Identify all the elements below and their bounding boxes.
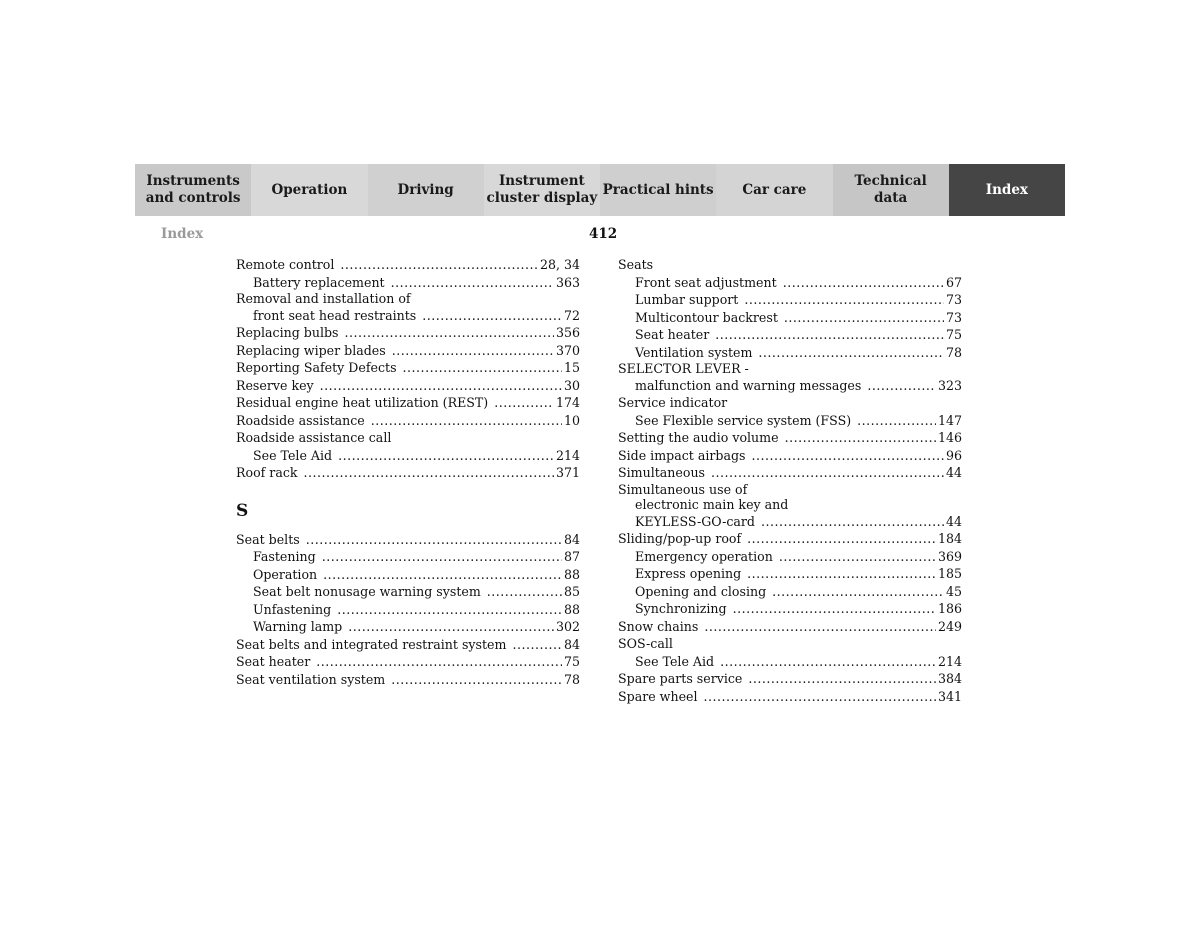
index-subentry[interactable] — [618, 583, 962, 601]
leader-dots — [720, 653, 936, 671]
entry-text: Seat heater — [236, 654, 311, 669]
section-label: Index — [161, 226, 204, 242]
entry-text: Seat belts — [236, 531, 300, 547]
entry-page: 78 — [945, 344, 962, 360]
index-subentry[interactable] — [236, 601, 580, 619]
index-entry-continuation: electronic main key and — [635, 497, 789, 512]
entry-page: 384 — [937, 671, 962, 686]
entry-text: Emergency operation — [635, 548, 773, 564]
index-subentry[interactable] — [618, 274, 962, 292]
leader-dots — [306, 531, 562, 549]
leader-dots — [784, 309, 944, 327]
index-subentry[interactable] — [618, 326, 962, 344]
leader-dots — [857, 412, 936, 430]
entry-text: front seat head restraints — [253, 307, 417, 323]
index-entry-heading — [618, 635, 962, 653]
entry-text: Seats — [618, 257, 654, 272]
entry-text: Roof rack — [236, 465, 298, 480]
index-entry-heading — [618, 256, 962, 274]
leader-dots — [711, 464, 944, 482]
entry-text: Opening and closing — [635, 583, 767, 599]
index-subentry[interactable] — [618, 309, 962, 327]
entry-page: 214 — [555, 447, 580, 463]
entry-text: Seat belt nonusage warning system — [253, 584, 481, 599]
entry-page: 146 — [937, 430, 962, 445]
index-subentry[interactable] — [236, 566, 580, 584]
leader-dots — [783, 274, 944, 292]
entry-page: 30 — [563, 377, 580, 393]
leader-dots — [338, 447, 554, 465]
leader-dots — [715, 326, 944, 344]
entry-page: 174 — [555, 395, 580, 410]
entry-text: Side impact airbags — [618, 447, 746, 463]
entry-page: 302 — [555, 619, 580, 634]
entry-page: 323 — [937, 377, 962, 393]
entry-text: Spare wheel — [618, 688, 698, 704]
leader-dots — [747, 565, 936, 583]
index-entry[interactable] — [236, 342, 580, 360]
entry-text: Battery replacement — [253, 274, 385, 290]
leader-dots — [340, 256, 538, 274]
leader-dots — [316, 653, 562, 671]
entry-page: 84 — [563, 636, 580, 652]
entry-page: 73 — [945, 309, 962, 325]
index-entry[interactable] — [618, 464, 962, 482]
leader-dots — [323, 566, 562, 584]
entry-page: 88 — [563, 566, 580, 582]
entry-page: 147 — [937, 412, 962, 428]
leader-dots — [867, 377, 936, 395]
index-entry[interactable] — [236, 412, 580, 430]
index-entry[interactable] — [236, 394, 580, 412]
tab-car-care[interactable]: Car care — [716, 164, 832, 216]
leader-dots — [744, 291, 944, 309]
index-subentry[interactable] — [618, 344, 962, 362]
entry-text: Ventilation system — [635, 344, 753, 360]
leader-dots — [704, 618, 936, 636]
index-entry[interactable] — [236, 636, 580, 654]
entry-page: 10 — [563, 412, 580, 428]
index-entry[interactable] — [618, 530, 962, 548]
tab-instrument-cluster-display[interactable]: Instrument cluster display — [484, 164, 600, 216]
entry-page: 186 — [937, 601, 962, 616]
leader-dots — [751, 447, 943, 465]
index-entry[interactable] — [236, 256, 580, 274]
index-subentry[interactable] — [236, 307, 580, 325]
entry-page: 341 — [937, 688, 962, 704]
index-entry[interactable] — [236, 653, 580, 671]
entry-page: 88 — [563, 601, 580, 617]
tab-practical-hints[interactable]: Practical hints — [600, 164, 716, 216]
leader-dots — [747, 530, 936, 548]
index-entry[interactable] — [618, 688, 962, 706]
entry-page: 45 — [945, 583, 962, 599]
section-letter: S — [236, 500, 249, 521]
chapter-tabs — [135, 164, 1065, 216]
entry-text: Residual engine heat utilization (REST) — [236, 395, 489, 410]
leader-dots — [733, 600, 936, 618]
entry-text: Reporting Safety Defects — [236, 360, 397, 375]
index-subentry[interactable] — [618, 653, 962, 671]
index-entry[interactable] — [236, 464, 580, 482]
index-subentry[interactable] — [618, 377, 962, 395]
index-entry[interactable] — [236, 377, 580, 395]
leader-dots — [785, 429, 936, 447]
leader-dots — [391, 274, 554, 292]
page-number: 412 — [589, 226, 618, 242]
index-subentry[interactable] — [236, 274, 580, 292]
entry-text: Seat belts and integrated restraint system — [236, 636, 507, 652]
entry-page: 356 — [555, 325, 580, 340]
entry-page: 249 — [937, 618, 962, 634]
entry-page: 369 — [937, 548, 962, 564]
leader-dots — [761, 513, 944, 531]
leader-dots — [779, 548, 936, 566]
entry-text: See Tele Aid — [253, 447, 333, 463]
entry-text: Roadside assistance call — [236, 430, 392, 445]
entry-page: 87 — [563, 549, 580, 564]
leader-dots — [320, 377, 562, 395]
leader-dots — [487, 583, 562, 601]
index-entry-heading — [618, 394, 962, 412]
index-subentry[interactable] — [236, 618, 580, 636]
entry-text: malfunction and warning messages — [635, 377, 862, 393]
index-subentry[interactable] — [236, 548, 580, 566]
leader-dots — [758, 344, 944, 362]
leader-dots — [304, 464, 554, 482]
entry-page: 371 — [555, 465, 580, 480]
entry-page: 44 — [945, 513, 962, 529]
entry-page: 214 — [937, 653, 962, 669]
entry-text: KEYLESS-GO-card — [635, 513, 755, 529]
tab-driving[interactable]: Driving — [368, 164, 484, 216]
index-entry[interactable] — [618, 429, 962, 447]
index-subentry[interactable] — [236, 447, 580, 465]
entry-page: 67 — [945, 274, 962, 290]
entry-text: Warning lamp — [253, 619, 343, 634]
tab-instruments-and-controls[interactable]: Instruments and controls — [135, 164, 251, 216]
leader-dots — [391, 671, 562, 689]
leader-dots — [512, 636, 562, 654]
leader-dots — [494, 394, 554, 412]
index-entry-heading: SELECTOR LEVER - — [618, 361, 749, 376]
index-entry[interactable] — [236, 359, 580, 377]
index-entry[interactable] — [618, 447, 962, 465]
leader-dots — [322, 548, 562, 566]
index-entry[interactable] — [236, 531, 580, 549]
entry-page: 75 — [945, 327, 962, 342]
entry-page: 44 — [945, 465, 962, 480]
entry-text: Remote control — [236, 257, 335, 272]
entry-text: Replacing wiper blades — [236, 342, 386, 358]
leader-dots — [371, 412, 562, 430]
entry-page: 84 — [563, 531, 580, 547]
entry-text: SOS-call — [618, 636, 673, 651]
index-column-left — [236, 256, 580, 688]
entry-text: Setting the audio volume — [618, 430, 779, 445]
index-subentry[interactable] — [618, 565, 962, 583]
entry-text: Simultaneous — [618, 465, 706, 480]
leader-dots — [748, 670, 936, 688]
entry-text: Seat ventilation system — [236, 671, 386, 687]
index-subentry[interactable] — [618, 412, 962, 430]
index-subentry[interactable] — [618, 548, 962, 566]
entry-text: Operation — [253, 566, 318, 582]
entry-text: Roadside assistance — [236, 412, 365, 428]
entry-page: 184 — [937, 531, 962, 546]
entry-page: 370 — [555, 342, 580, 358]
leader-dots — [392, 342, 554, 360]
index-entry-heading — [236, 429, 580, 447]
entry-text: Spare parts service — [618, 671, 743, 686]
entry-page: 15 — [563, 360, 580, 375]
index-entry[interactable] — [236, 671, 580, 689]
entry-text: Express opening — [635, 566, 742, 581]
index-subentry[interactable] — [236, 583, 580, 601]
index-subentry[interactable] — [618, 600, 962, 618]
entry-text: Lumbar support — [635, 292, 739, 307]
entry-text: See Tele Aid — [635, 653, 715, 669]
entry-text: Reserve key — [236, 377, 314, 393]
entry-text: See Flexible service system (FSS) — [635, 412, 852, 428]
leader-dots — [348, 618, 554, 636]
tab-operation[interactable]: Operation — [251, 164, 367, 216]
entry-text: Synchronizing — [635, 601, 727, 616]
entry-page: 75 — [563, 654, 580, 669]
entry-page: 363 — [555, 274, 580, 290]
index-subentry[interactable] — [618, 513, 962, 531]
entry-page: 28, 34 — [539, 257, 580, 272]
leader-dots — [422, 307, 562, 325]
index-subentry[interactable] — [618, 291, 962, 309]
leader-dots — [772, 583, 944, 601]
entry-page: 78 — [563, 671, 580, 687]
entry-text: Unfastening — [253, 601, 332, 617]
tab-technical-data[interactable]: Technical data — [833, 164, 949, 216]
entry-page: 85 — [563, 584, 580, 599]
index-entry-heading: Simultaneous use of — [618, 481, 748, 497]
entry-page: 72 — [563, 307, 580, 323]
entry-page: 185 — [937, 566, 962, 581]
leader-dots — [403, 359, 562, 377]
index-column-right — [618, 256, 962, 705]
entry-page: 73 — [945, 292, 962, 307]
index-entry-heading: Removal and installation of — [236, 291, 411, 306]
entry-text: Service indicator — [618, 395, 728, 410]
tab-index[interactable]: Index — [949, 164, 1065, 216]
entry-text: Snow chains — [618, 618, 699, 634]
entry-page: 96 — [945, 447, 962, 463]
entry-text: Fastening — [253, 549, 316, 564]
entry-text: Seat heater — [635, 327, 710, 342]
index-entry[interactable] — [618, 618, 962, 636]
entry-text: Multicontour backrest — [635, 309, 778, 325]
leader-dots — [704, 688, 936, 706]
entry-text: Replacing bulbs — [236, 325, 339, 340]
leader-dots — [337, 601, 562, 619]
leader-dots — [345, 324, 554, 342]
entry-text: Front seat adjustment — [635, 274, 777, 290]
index-entry[interactable] — [618, 670, 962, 688]
index-entry[interactable] — [236, 324, 580, 342]
entry-text: Sliding/pop-up roof — [618, 531, 742, 546]
